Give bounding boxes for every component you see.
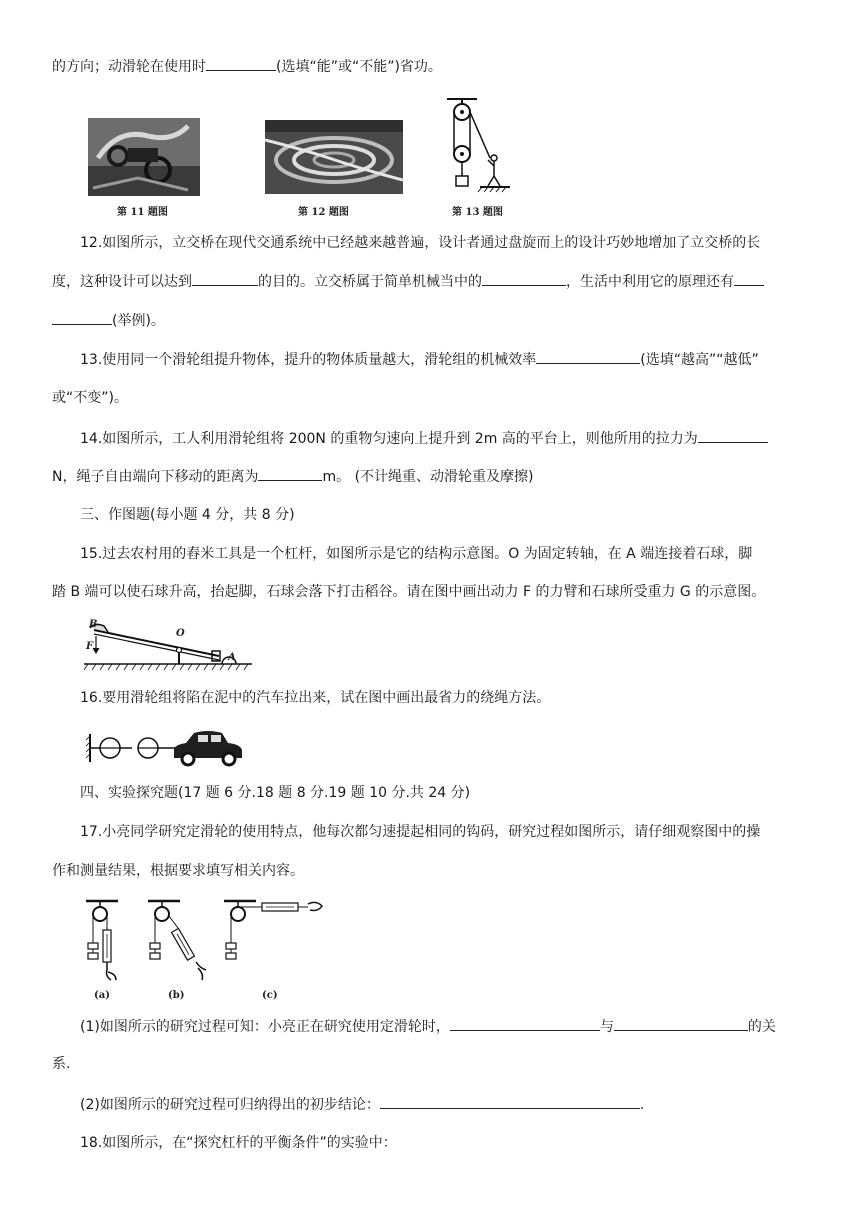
q13-line2: 或“不变”)。	[52, 390, 128, 406]
answer-blank[interactable]	[614, 1016, 748, 1031]
caption-fig12: 第 12 题图	[298, 207, 349, 218]
figure-11-photo	[88, 118, 200, 196]
q17-line1: 17.小亮同学研究定滑轮的使用特点，他每次都匀速提起相同的钩码，研究过程如图所示，请仔细观察图中的操	[80, 824, 761, 840]
text: (2)如图所示的研究过程可归纳得出的初步结论：	[80, 1097, 380, 1113]
caption-fig-b: (b)	[168, 990, 185, 1001]
section-4-heading: 四、实验探究题(17 题 6 分.18 题 8 分.19 题 10 分.共 24 分)	[80, 785, 471, 801]
figure-13-pulley-diagram	[442, 96, 512, 196]
figure-15-lever	[84, 618, 254, 674]
caption-fig-c: (c)	[262, 990, 278, 1001]
answer-blank[interactable]	[380, 1094, 640, 1109]
text: (选填“越高”“越低”	[640, 352, 759, 368]
q17-part1-line2: 系.	[52, 1056, 71, 1072]
q16-line: 16.要用滑轮组将陷在泥中的汽车拉出来，试在图中画出最省力的绕绳方法。	[80, 690, 551, 706]
q17-part1-line1	[80, 1016, 776, 1037]
answer-blank[interactable]	[698, 428, 768, 443]
section-3-heading: 三、作图题(每小题 4 分，共 8 分)	[80, 507, 295, 523]
figure-16-car-pulleys	[86, 728, 246, 768]
answer-blank[interactable]	[206, 56, 276, 71]
text: 与	[599, 1019, 614, 1035]
text: .	[639, 1097, 645, 1113]
text: 度，这种设计可以达到	[52, 274, 192, 290]
caption-fig13: 第 13 题图	[452, 207, 503, 218]
answer-blank[interactable]	[192, 271, 258, 286]
figure-17-fixed-pulley	[84, 898, 334, 990]
caption-fig-a: (a)	[94, 990, 110, 1001]
caption-fig11: 第 11 题图	[117, 207, 168, 218]
figure-12-photo	[265, 120, 403, 194]
q12-line3	[52, 310, 165, 331]
q14-line2	[52, 466, 534, 487]
answer-blank[interactable]	[450, 1016, 600, 1031]
text: 的关	[747, 1019, 776, 1035]
q17-line2: 作和测量结果，根据要求填写相关内容。	[52, 863, 304, 879]
label-O: O	[176, 628, 185, 639]
q13-line1	[80, 349, 759, 370]
text: (1)如图所示的研究过程可知：小亮正在研究使用定滑轮时，	[80, 1019, 450, 1035]
answer-blank[interactable]	[734, 271, 764, 286]
q17-part2-line	[80, 1094, 644, 1115]
answer-blank[interactable]	[536, 349, 640, 364]
q12-line2	[52, 271, 764, 292]
line-q11-end	[52, 56, 442, 77]
text: 13.使用同一个滑轮组提升物体，提升的物体质量越大，滑轮组的机械效率	[80, 352, 537, 368]
q14-line1	[80, 428, 768, 449]
label-F: F	[86, 641, 94, 652]
text: (举例)。	[112, 313, 165, 329]
text: N，绳子自由端向下移动的距离为	[52, 469, 259, 485]
answer-blank[interactable]	[482, 271, 566, 286]
text: ，生活中利用它的原理还有	[566, 274, 734, 290]
q15-line1: 15.过去农村用的舂米工具是一个杠杆，如图所示是它的结构示意图。O 为固定转轴，在 A 端连接着石球，脚	[80, 546, 753, 562]
text: 的方向；动滑轮在使用时	[52, 59, 206, 75]
answer-blank[interactable]	[52, 310, 112, 325]
text: m。 (不计绳重、动滑轮重及摩擦)	[322, 469, 534, 485]
text: (选填“能”或“不能”)省功。	[276, 59, 442, 75]
text: 14.如图所示，工人利用滑轮组将 200N 的重物匀速向上提升到 2m 高的平台上，则他所用的拉力为	[80, 431, 698, 447]
label-A: A	[228, 652, 236, 663]
q12-line1: 12.如图所示，立交桥在现代交通系统中已经越来越普遍，设计者通过盘旋而上的设计巧妙地增加了立交桥的长	[80, 235, 761, 251]
answer-blank[interactable]	[258, 466, 322, 481]
q18-line: 18.如图所示，在“探究杠杆的平衡条件”的实验中：	[80, 1135, 397, 1151]
label-B: B	[89, 619, 98, 630]
text: 的目的。立交桥属于简单机械当中的	[258, 274, 482, 290]
q15-line2: 踏 B 端可以使石球升高，抬起脚，石球会落下打击稻谷。请在图中画出动力 F 的力臂和石球所受重力 G 的示意图。	[52, 584, 766, 600]
